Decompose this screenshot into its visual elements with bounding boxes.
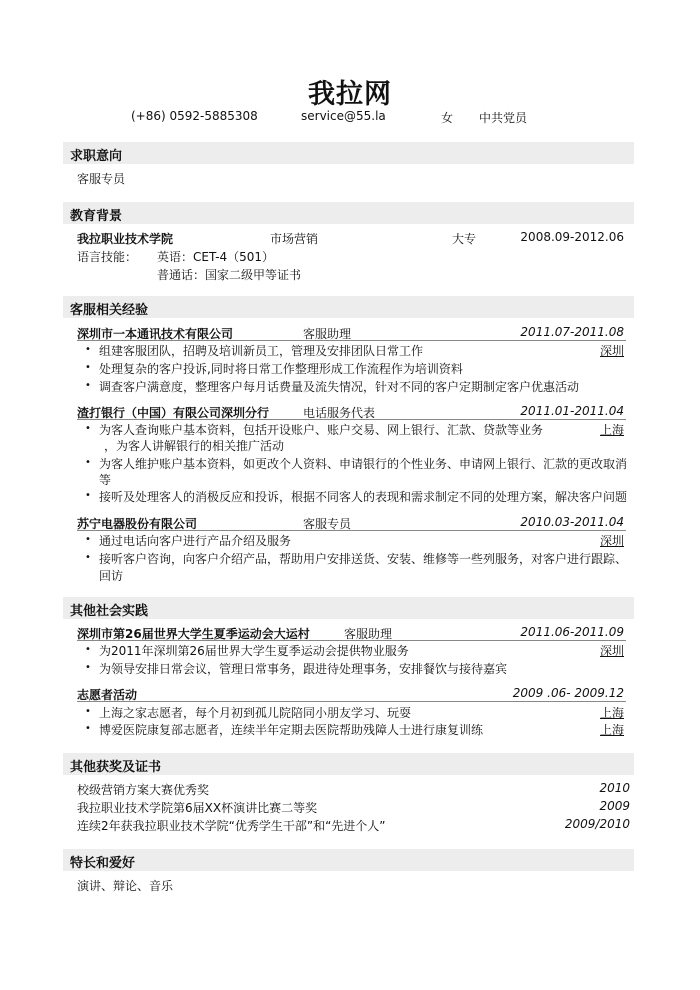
divider: [77, 530, 626, 531]
bullet-icon: •: [85, 723, 91, 734]
award-name: 校级营销方案大赛优秀奖: [77, 783, 210, 797]
divider: [77, 419, 626, 420]
award-year: 2010: [599, 781, 630, 795]
award-name: 我拉职业技术学院第6届XX杯演讲比赛二等奖: [77, 801, 318, 815]
practice-bullet: 为2011年深圳第26届世界大学生夏季运动会提供物业服务: [99, 644, 409, 658]
section-title: 其他获奖及证书: [70, 760, 162, 775]
political-status: 中共党员: [479, 111, 528, 125]
english-level: 英语：CET-4（501）: [157, 250, 275, 264]
company: 渣打银行（中国）有限公司深圳分行: [77, 406, 270, 420]
bullet-icon: •: [85, 706, 91, 717]
company: 深圳市一本通讯技术有限公司: [77, 327, 234, 341]
role: 客服助理: [303, 327, 352, 341]
job-bullet: 为客人维护账户基本资料，如更改个人资料、申请银行的个性业务、申请网上银行、汇款的更改取消: [99, 457, 628, 471]
job-bullet: 为客人查询账户基本资料，包括开设账户、账户交易、网上银行、汇款、贷款等业务: [99, 423, 544, 437]
major: 市场营销: [270, 232, 319, 246]
job-location: 深圳: [600, 534, 625, 548]
practice-bullet: 为领导安排日常会议，管理日常事务，跟进待处理事务，安排餐饮与接待嘉宾: [99, 662, 508, 676]
section-objective: [63, 142, 634, 164]
bullet-icon: •: [85, 380, 91, 391]
divider: [77, 340, 626, 341]
job-location: 上海: [600, 423, 625, 437]
practice-bullet: 博爱医院康复部志愿者，连续半年定期去医院帮助残障人士进行康复训练: [99, 723, 484, 737]
section-hobbies: [63, 849, 634, 871]
practice-org: 志愿者活动: [77, 688, 138, 702]
email: service@55.la: [301, 109, 386, 123]
bullet-icon: •: [85, 552, 91, 563]
section-social-practice: [63, 597, 634, 619]
section-awards: [63, 753, 634, 775]
practice-location: 上海: [600, 723, 625, 737]
objective-text: 客服专员: [77, 172, 126, 186]
role: 客服专员: [303, 517, 352, 531]
section-title: 其他社会实践: [70, 604, 149, 619]
lang-label: 语言技能：: [77, 250, 138, 264]
resume-name: 我拉网: [308, 79, 392, 110]
gender: 女: [441, 111, 454, 125]
job-bullet: 接听及处理客人的消极反应和投诉，根据不同客人的表现和需求制定不同的处理方案，解决客户问题: [99, 490, 628, 504]
role: 电话服务代表: [303, 406, 376, 420]
practice-period: 2009 .06- 2009.12: [512, 686, 624, 700]
phone: (+86) 0592-5885308: [131, 109, 258, 123]
degree: 大专: [452, 232, 477, 246]
section-education: [63, 202, 634, 224]
job-bullet: 组建客服团队，招聘及培训新员工，管理及安排团队日常工作: [99, 344, 424, 358]
divider: [77, 640, 626, 641]
bullet-icon: •: [85, 644, 91, 655]
bullet-icon: •: [85, 490, 91, 501]
job-bullet-cont: 等: [99, 473, 112, 487]
bullet-icon: •: [85, 344, 91, 355]
practice-bullet: 上海之家志愿者，每个月初到孤儿院陪同小朋友学习、玩耍: [99, 706, 412, 720]
job-bullet: 调查客户满意度，整理客户每月话费量及流失情况，针对不同的客户定期制定客户优惠活动: [99, 380, 580, 394]
bullet-icon: •: [85, 534, 91, 545]
section-experience: [63, 296, 634, 318]
bullet-icon: •: [85, 662, 91, 673]
bullet-icon: •: [85, 457, 91, 468]
job-period: 2011.07-2011.08: [520, 325, 624, 339]
job-bullet: 处理复杂的客户投诉,同时将日常工作整理形成工作流程作为培训资料: [99, 362, 463, 376]
edu-period: 2008.09-2012.06: [520, 230, 624, 244]
job-bullet-cont: 回访: [99, 569, 124, 583]
practice-period: 2011.06-2011.09: [520, 625, 624, 639]
section-title: 客服相关经验: [70, 303, 149, 318]
school: 我拉职业技术学院: [77, 232, 174, 246]
award-year: 2009/2010: [564, 817, 630, 831]
practice-org: 深圳市第26届世界大学生夏季运动会大运村: [77, 627, 310, 641]
company: 苏宁电器股份有限公司: [77, 517, 198, 531]
section-title: 特长和爱好: [70, 856, 136, 871]
job-period: 2011.01-2011.04: [520, 404, 624, 418]
section-title: 求职意向: [70, 149, 123, 164]
bullet-icon: •: [85, 423, 91, 434]
award-name: 连续2年获我拉职业技术学院“优秀学生干部”和“先进个人”: [77, 819, 386, 833]
job-location: 深圳: [600, 344, 625, 358]
job-bullet: 通过电话向客户进行产品介绍及服务: [99, 534, 292, 548]
mandarin-level: 普通话：国家二级甲等证书: [157, 268, 302, 282]
job-bullet-cont: ，为客人讲解银行的相关推广活动: [104, 439, 285, 453]
bullet-icon: •: [85, 362, 91, 373]
job-bullet: 接听客户咨询，向客户介绍产品，帮助用户安排送货、安装、维修等一些列服务，对客户进行跟踪、: [99, 552, 628, 566]
section-title: 教育背景: [70, 209, 123, 224]
divider: [77, 701, 626, 702]
award-year: 2009: [599, 799, 630, 813]
job-period: 2010.03-2011.04: [520, 515, 624, 529]
practice-role: 客服助理: [344, 627, 393, 641]
practice-location: 上海: [600, 706, 625, 720]
practice-location: 深圳: [600, 644, 625, 658]
hobbies-text: 演讲、辩论、音乐: [77, 879, 174, 893]
